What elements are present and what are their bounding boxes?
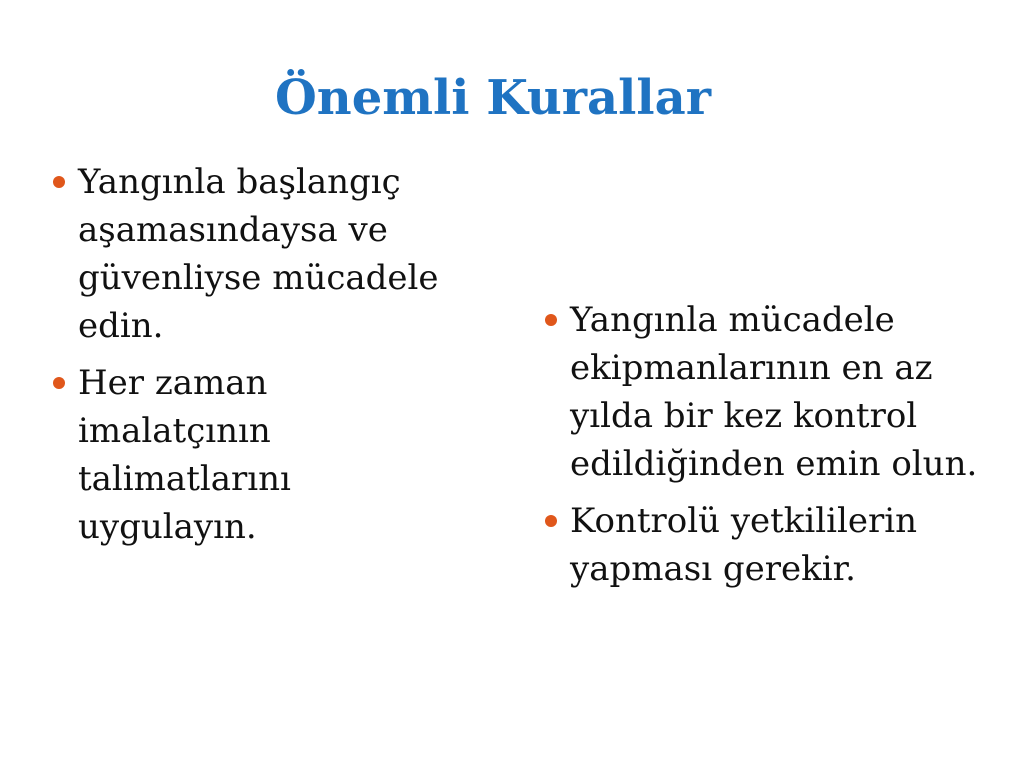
bullet-text: Kontrolü yetkililerin yapması gerekir. — [570, 501, 918, 589]
bullet-text: Yangınla başlangıç aşamasındaysa ve güvenliyse mücadele edin. — [78, 162, 439, 346]
list-item — [540, 296, 1000, 488]
list-item — [48, 359, 468, 551]
list-item — [540, 497, 1000, 593]
left-bullet-list — [48, 158, 468, 560]
bullet-icon — [53, 377, 65, 389]
bullet-icon — [545, 314, 557, 326]
bullet-text: Yangınla mücadele ekipmanlarının en az yılda bir kez kontrol edildiğinden emin olun. — [570, 300, 978, 484]
list-item — [48, 158, 468, 350]
right-bullet-list — [540, 296, 1000, 602]
bullet-icon — [545, 515, 557, 527]
bullet-icon — [53, 176, 65, 188]
slide-title: Önemli Kurallar — [274, 70, 712, 126]
bullet-text: Her zaman imalatçının talimatlarını uygulayın. — [78, 363, 291, 547]
